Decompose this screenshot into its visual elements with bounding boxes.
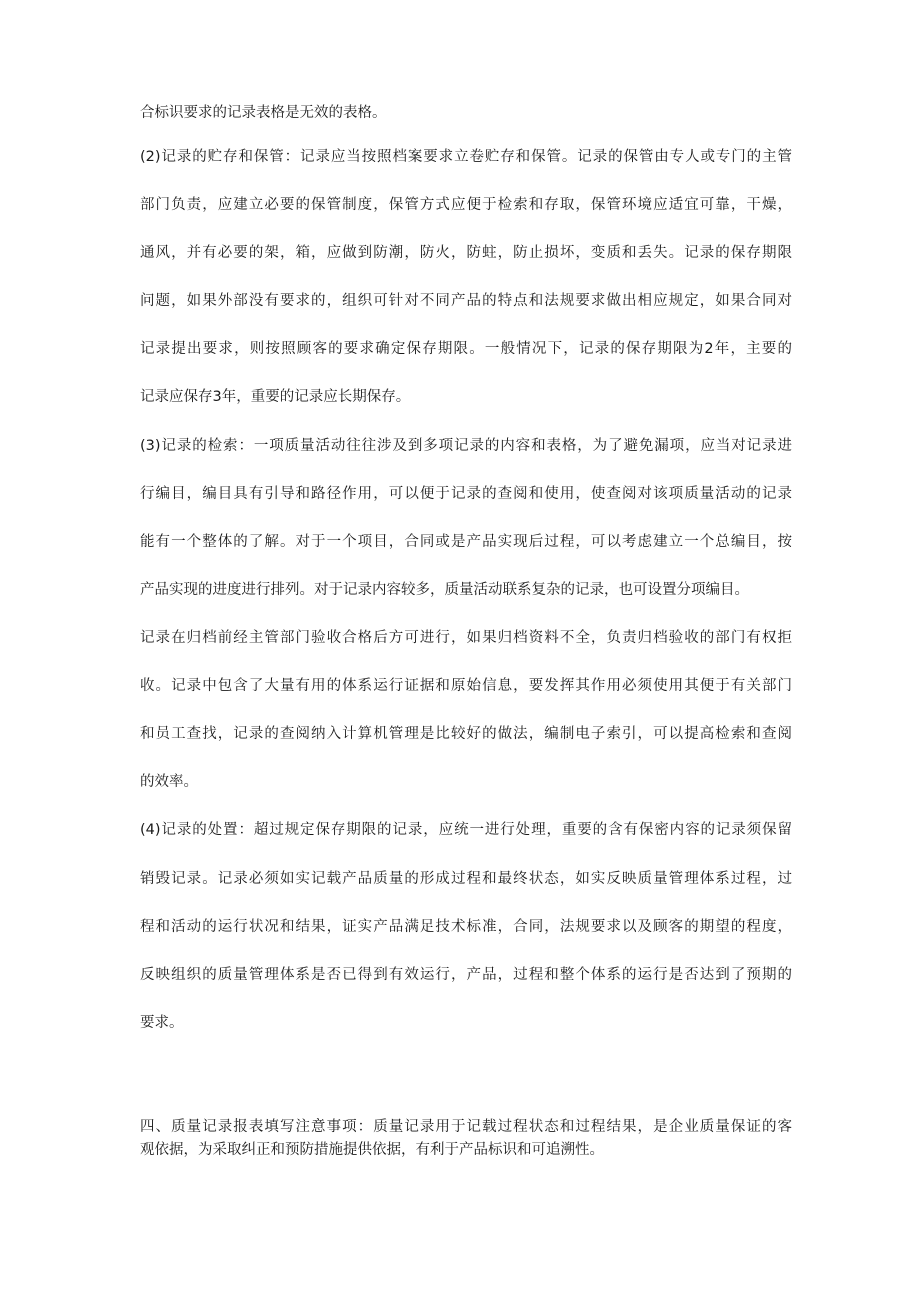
text-line-3: 部门负责，应建立必要的保管制度，保管方式应便于检索和存取，保管环境应适宜可靠，干燥， bbox=[140, 197, 792, 213]
text-line-5: 问题，如果外部没有要求的，组织可针对不同产品的特点和法规要求做出相应规定，如果合同对 bbox=[140, 293, 792, 309]
text-line-12: 记录在归档前经主管部门验收合格后方可进行，如果归档资料不全，负责归档验收的部门有权拒 bbox=[140, 630, 792, 646]
text-line-19: 反映组织的质量管理体系是否已得到有效运行，产品，过程和整个体系的运行是否达到了预期的 bbox=[140, 967, 792, 983]
text-line-9: 行编目，编目具有引导和路径作用，可以便于记录的查阅和使用，使查阅对该项质量活动的记录 bbox=[140, 486, 792, 502]
text-line-14: 和员工查找，记录的查阅纳入计算机管理是比较好的做法，编制电子索引，可以提高检索和查阅 bbox=[140, 726, 792, 742]
text-line-7: 记录应保存3年，重要的记录应长期保存。 bbox=[140, 389, 411, 405]
text-line-1: 合标识要求的记录表格是无效的表格。 bbox=[140, 105, 387, 121]
text-line-15: 的效率。 bbox=[140, 774, 198, 790]
text-line-18: 程和活动的运行状况和结果，证实产品满足技术标准，合同，法规要求以及顾客的期望的程度， bbox=[140, 919, 792, 935]
text-line-22: 观依据，为采取纠正和预防措施提供依据，有利于产品标识和可追溯性。 bbox=[140, 1142, 604, 1158]
text-line-10: 能有一个整体的了解。对于一个项目，合同或是产品实现后过程，可以考虑建立一个总编目，按 bbox=[140, 534, 792, 550]
text-line-13: 收。记录中包含了大量有用的体系运行证据和原始信息，要发挥其作用必须使用其便于有关部门 bbox=[140, 678, 792, 694]
text-line-21: 四、质量记录报表填写注意事项：质量记录用于记载过程状态和过程结果，是企业质量保证的客 bbox=[140, 1119, 792, 1135]
text-line-8: (3)记录的检索：一项质量活动往往涉及到多项记录的内容和表格，为了避免漏项，应当对记录进 bbox=[140, 438, 792, 454]
text-line-17: 销毁记录。记录必须如实记载产品质量的形成过程和最终状态，如实反映质量管理体系过程，过 bbox=[140, 871, 792, 887]
text-line-2: (2)记录的贮存和保管：记录应当按照档案要求立卷贮存和保管。记录的保管由专人或专门的主管 bbox=[140, 149, 792, 165]
text-line-6: 记录提出要求，则按照顾客的要求确定保存期限。一般情况下，记录的保存期限为2年，主要的 bbox=[140, 341, 792, 357]
text-line-20: 要求。 bbox=[140, 1015, 184, 1031]
text-line-4: 通风，并有必要的架，箱，应做到防潮，防火，防蛀，防止损坏，变质和丢失。记录的保存期限 bbox=[140, 245, 792, 261]
text-line-16: (4)记录的处置：超过规定保存期限的记录，应统一进行处理，重要的含有保密内容的记录须保留 bbox=[140, 822, 792, 838]
text-line-11: 产品实现的进度进行排列。对于记录内容较多，质量活动联系复杂的记录，也可设置分项编目。 bbox=[140, 582, 749, 598]
